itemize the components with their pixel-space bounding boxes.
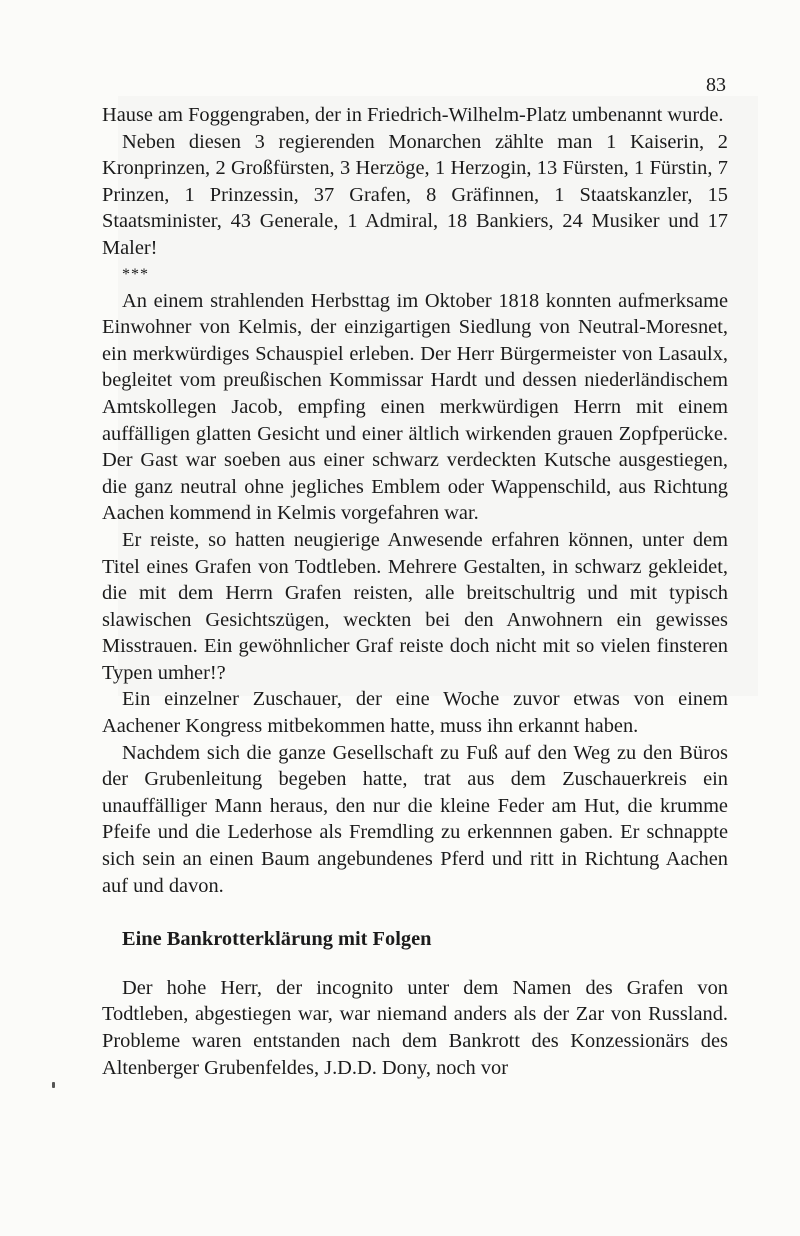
margin-dot-mark — [52, 1082, 55, 1088]
section-heading: Eine Bankrotterklärung mit Folgen — [122, 928, 432, 951]
paragraph-6: Nachdem sich die ganze Gesellschaft zu Fuß auf den Weg zu den Büros der Grubenleitung begeben hatte, trat aus dem Zuschauerkreis ein unauffälliger Mann heraus, den nur die kleine Feder am Hut, die krumme Pfeife und die Lederhose als Fremdling zu erkennnen gaben. Er schnappte sich sein an einen Baum angebundenes Pferd und ritt in Richtung Aachen auf und davon. — [102, 741, 728, 897]
paragraph-7: Der hohe Herr, der incognito unter dem Namen des Grafen von Todtleben, abgestiegen war, war niemand anders als der Zar von Russland. Probleme waren entstanden nach dem Bankrott des Konzessionärs des Altenberger Grubenfeldes, J.D.D. Dony, noch vor — [102, 976, 728, 1079]
paragraph-5: Ein einzelner Zuschauer, der eine Woche zuvor etwas von einem Aachener Kongress mitbekommen hatte, muss ihn erkannt haben. — [102, 688, 728, 738]
paragraph-2: Neben diesen 3 regierenden Monarchen zählte man 1 Kaiserin, 2 Kronprinzen, 2 Großfürsten, 3 Herzöge, 1 Herzogin, 13 Fürsten, 1 Fürstin, 7 Prinzen, 1 Prinzessin, 37 Grafen, 8 Gräfinnen, 1 Staatskanzler, 15 Staatsminister, 43 Generale, 1 Admiral, 18 Bankiers, 24 Musiker und 17 Maler! — [102, 130, 728, 259]
paragraph-1: Hause am Foggengraben, der in Friedrich-Wilhelm-Platz umbenannt wurde. — [102, 104, 724, 126]
page-number: 83 — [706, 74, 726, 96]
paragraph-4: Er reiste, so hatten neugierige Anwesende erfahren können, unter dem Titel eines Grafen von Todtleben. Mehrere Gestalten, in schwarz gekleidet, die mit dem Herrn Grafen reisten, alle breitschultrig und mit typisch slawischen Gesichtszügen, weckten bei den Anwohnern ein gewisses Misstrauen. Ein gewöhnlicher Graf reiste doch nicht mit so vielen finsteren Typen umher!? — [102, 528, 728, 684]
body-text — [102, 102, 728, 1081]
paragraph-3: An einem strahlenden Herbsttag im Oktober 1818 konnten aufmerksame Einwohner von Kelmis, der einzigartigen Siedlung von Neutral-Moresnet, ein merkwürdiges Schauspiel erleben. Der Herr Bürgermeister von Lasaulx, begleitet vom preußischen Kommissar Hardt und dessen niederländischem Amtskollegen Jacob, empfing einen merkwürdigen Herrn mit einem auffälligen glatten Gesicht und einer ältlich wirkenden grauen Zopfperücke. Der Gast war soeben aus einer schwarz verdeckten Kutsche ausgestiegen, die ganz neutral ohne jegliches Emblem oder Wappenschild, aus Richtung Aachen kommend in Kelmis vorgefahren war. — [102, 289, 728, 525]
section-separator: *** — [122, 265, 149, 283]
